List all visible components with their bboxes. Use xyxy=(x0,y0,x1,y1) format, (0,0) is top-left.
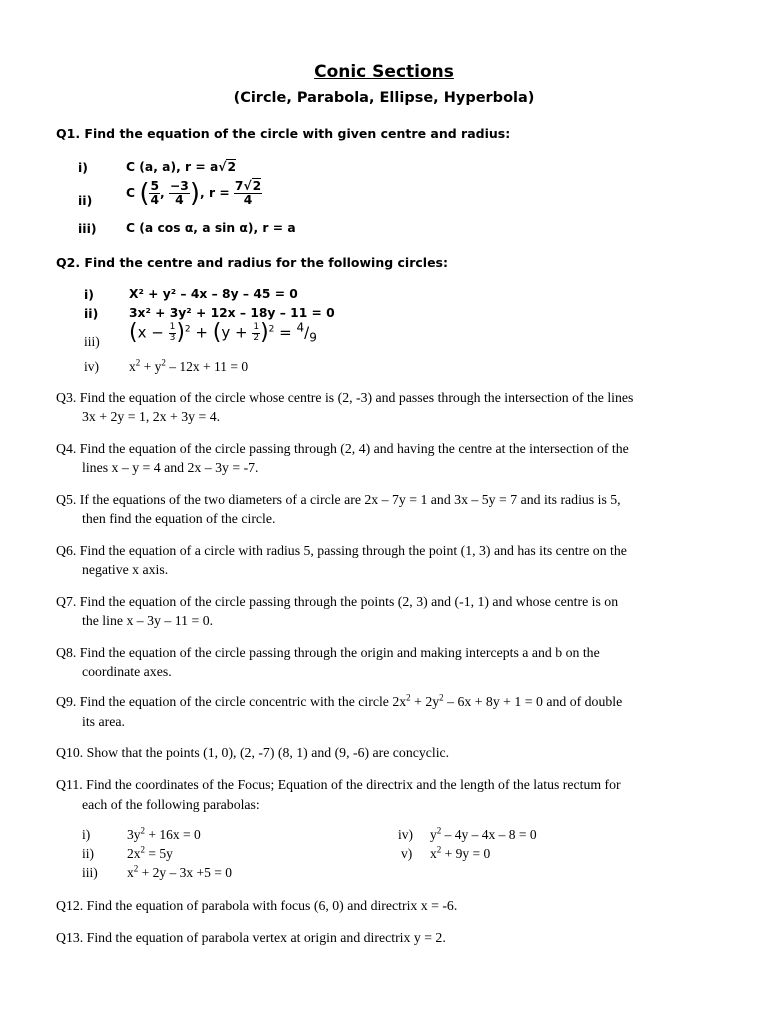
page-subtitle: (Circle, Parabola, Ellipse, Hyperbola) xyxy=(233,90,535,106)
q2-item-4-equation: $x^2 + y^2 - 12x + 11 = 0$ xyxy=(129,357,249,374)
question-8: Q8. Find the equation of the circle passing through the origin and making intercepts a and b on the xyxy=(56,645,600,660)
question-3-cont: 3x + 2y = 1, 2x + 3y = 4. xyxy=(82,409,221,424)
q1-item-2-label: ii) xyxy=(78,193,93,208)
q1-item-1-equation: C (a, a), r = a√2 xyxy=(126,160,237,174)
q2-item-2-label: ii) xyxy=(84,306,99,321)
question-8-cont: coordinate axes. xyxy=(82,664,172,679)
q11-item-5-label: v) xyxy=(401,846,413,861)
q2-item-3-label: iii) xyxy=(84,334,100,349)
question-6: Q6. Find the equation of a circle with radius 5, passing through the point (1, 3) and has its centre on the xyxy=(56,543,627,558)
q2-item-1-equation: X² + y² – 4x – 8y – 45 = 0 xyxy=(129,287,298,301)
question-2: Q2. Find the centre and radius for the following circles: xyxy=(56,255,448,270)
question-1: Q1. Find the equation of the circle with given centre and radius: xyxy=(56,126,511,141)
q2-item-1-label: i) xyxy=(84,287,94,302)
question-4: Q4. Find the equation of the circle passing through (2, 4) and having the centre at the intersection of the xyxy=(56,441,629,456)
q11-item-3-label: iii) xyxy=(82,865,98,880)
question-3: Q3. Find the equation of the circle whose centre is (2, -3) and passes through the intersection of the lines xyxy=(56,390,634,405)
q2-item-3-equation: (x − $\frac{1}{3}$ )$^2$ + (y + $\frac{1}{2}$ )$^2 = ^4/_9$ xyxy=(129,320,317,345)
question-13: Q13. Find the equation of parabola vertex at origin and directrix y = 2. xyxy=(56,930,446,945)
question-6-cont: negative x axis. xyxy=(82,562,169,577)
q1-item-2-equation: C ( $\frac{5}{4}$ , $\frac{-3}{4}$ ), r = $\frac{7√2}{4}$ xyxy=(126,178,262,209)
question-4-cont: lines x – y = 4 and 2x – 3y = -7. xyxy=(82,460,259,475)
q2-item-2-equation: 3x² + 3y² + 12x – 18y – 11 = 0 xyxy=(129,306,335,320)
question-9-cont: its area. xyxy=(82,714,125,729)
question-10: Q10. Show that the points (1, 0), (2, -7) (8, 1) and (9, -6) are concyclic. xyxy=(56,745,450,760)
question-7: Q7. Find the equation of the circle passing through the points (2, 3) and (-1, 1) and whose centre is on xyxy=(56,594,619,609)
question-7-cont: the line x – 3y – 11 = 0. xyxy=(82,613,214,628)
page-title: Conic Sections xyxy=(314,62,454,82)
question-11: Q11. Find the coordinates of the Focus; Equation of the directrix and the length of the latus rectum for xyxy=(56,777,621,792)
question-11-cont: each of the following parabolas: xyxy=(82,797,260,812)
q1-item-1-label: i) xyxy=(78,160,88,175)
q11-item-3-equation: $x^2 + 2y - 3x +5 = 0$ xyxy=(127,863,232,880)
question-12: Q12. Find the equation of parabola with focus (6, 0) and directrix x = -6. xyxy=(56,898,458,913)
question-5: Q5. If the equations of the two diameters of a circle are 2x – 7y = 1 and 3x – 5y = 7 and its radius is 5, xyxy=(56,492,621,507)
q11-item-2-equation: $2x^2 = 5y$ xyxy=(127,844,173,861)
q1-item-3-label: iii) xyxy=(78,221,97,236)
q11-item-2-label: ii) xyxy=(82,846,94,861)
q2-item-4-label: iv) xyxy=(84,359,99,374)
q11-item-5-equation: $x^2 + 9y = 0$ xyxy=(430,844,491,861)
q1-item-3-equation: C (a cos α, a sin α), r = a xyxy=(126,221,296,235)
question-5-cont: then find the equation of the circle. xyxy=(82,511,276,526)
question-9: Q9. Find the equation of the circle concentric with the circle $2x^2 + 2y^2 - 6x + 8y + 1 = 0$ and of double xyxy=(56,692,623,709)
q11-item-1-label: i) xyxy=(82,827,91,842)
q11-item-4-equation: $y^2 - 4y - 4x - 8 = 0$ xyxy=(430,825,537,842)
q11-item-4-label: iv) xyxy=(398,827,413,842)
q11-item-1-equation: $3y^2 + 16x = 0$ xyxy=(127,825,201,842)
